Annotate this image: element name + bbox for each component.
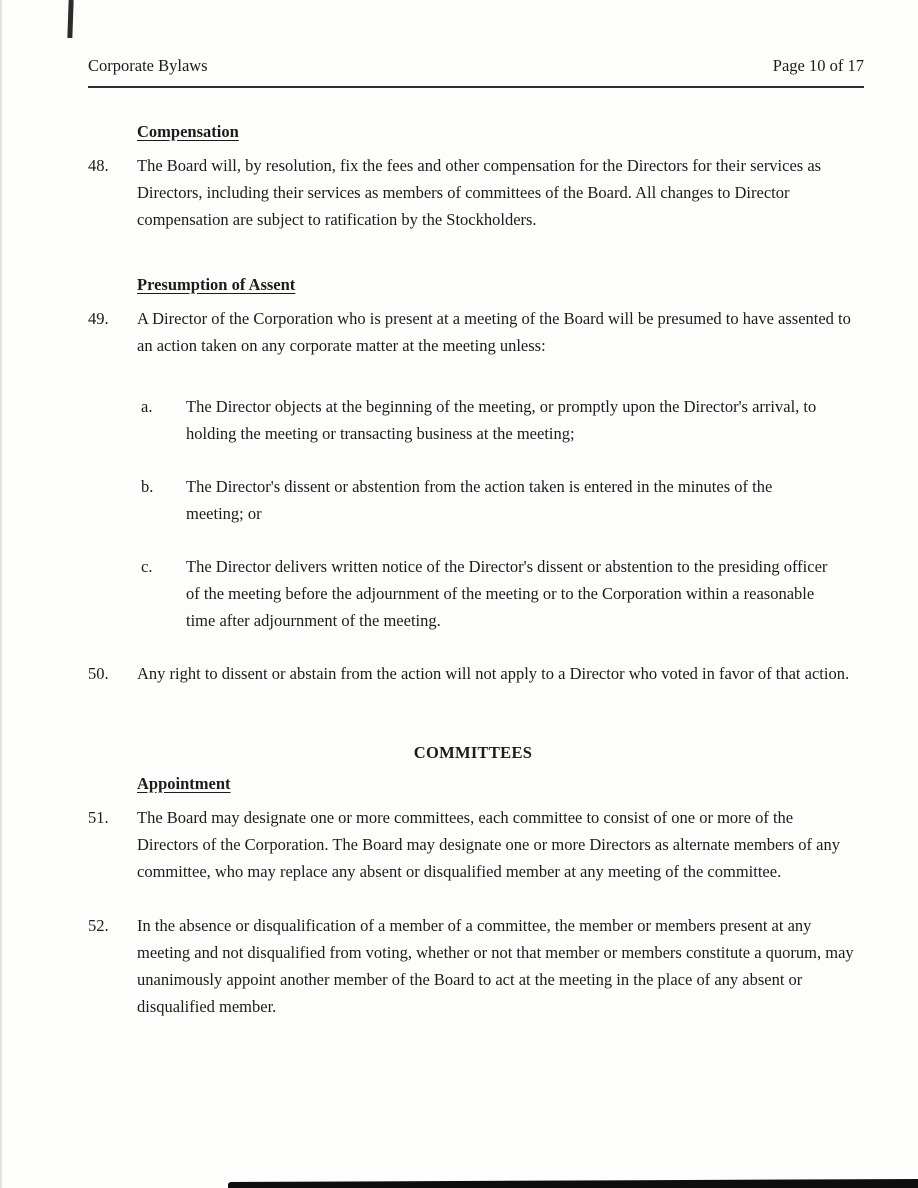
document-body <box>88 118 858 1020</box>
sub-clause-letter: a. <box>141 397 153 416</box>
sub-clause-b <box>141 473 858 527</box>
sub-clause-c <box>141 553 858 634</box>
clause-number: 49. <box>88 309 109 328</box>
sub-clause-text: The Director's dissent or abstention from the action taken is entered in the minutes of the meeting; or <box>186 477 773 523</box>
page-number: Page 10 of 17 <box>772 56 864 75</box>
scan-artifact-top-mark <box>67 0 73 38</box>
section-heading-appointment: Appointment <box>137 774 231 793</box>
document-title: Corporate Bylaws <box>88 56 208 75</box>
sub-clause-text: The Director delivers written notice of the Director's dissent or abstention to the presiding officer of the meeting before the adjournment of the meeting or to the Corporation within a reasonable time after adjournment of the meeting. <box>186 557 828 630</box>
clause-number: 51. <box>88 808 109 827</box>
numbered-clause-49 <box>88 305 858 359</box>
page-header <box>88 52 864 88</box>
article-heading-committees: COMMITTEES <box>413 743 533 762</box>
clause-text: Any right to dissent or abstain from the action will not apply to a Director who voted in favor of that action. <box>137 664 850 683</box>
scan-artifact-bottom-bar <box>228 1179 918 1188</box>
section-heading-compensation: Compensation <box>137 122 239 141</box>
clause-text: A Director of the Corporation who is present at a meeting of the Board will be presumed to have assented to an action taken on any corporate matter at the meeting unless: <box>137 309 851 355</box>
clause-number: 48. <box>88 156 109 175</box>
scan-artifact-left-edge <box>0 0 3 1188</box>
sub-clause-text: The Director objects at the beginning of the meeting, or promptly upon the Director's arrival, to holding the meeting or transacting business at the meeting; <box>186 397 817 443</box>
numbered-clause-50 <box>88 660 858 687</box>
sub-clause-a <box>141 393 858 447</box>
clause-text: The Board will, by resolution, fix the fees and other compensation for the Directors for their services as Directors, including their services as members of committees of the Board. All changes to Director compensation are subject to ratification by the Stockholders. <box>137 156 822 229</box>
clause-number: 52. <box>88 916 109 935</box>
section-heading-presumption-of-assent: Presumption of Assent <box>137 275 296 294</box>
numbered-clause-51 <box>88 804 858 885</box>
sub-clause-letter: c. <box>141 557 153 576</box>
numbered-clause-52 <box>88 912 858 1020</box>
clause-text: The Board may designate one or more committees, each committee to consist of one or more of the Directors of the Corporation. The Board may designate one or more Directors as alternate members of any committee, who may replace any absent or disqualified member at any meeting of the committee. <box>137 808 840 881</box>
clause-number: 50. <box>88 664 109 683</box>
clause-text: In the absence or disqualification of a member of a committee, the member or members present at any meeting and not disqualified from voting, whether or not that member or members constitute a quorum, may unanimously appoint another member of the Board to act at the meeting in the place of any absent or disqualified member. <box>137 916 854 1016</box>
numbered-clause-48 <box>88 152 858 233</box>
sub-clause-letter: b. <box>141 477 154 496</box>
